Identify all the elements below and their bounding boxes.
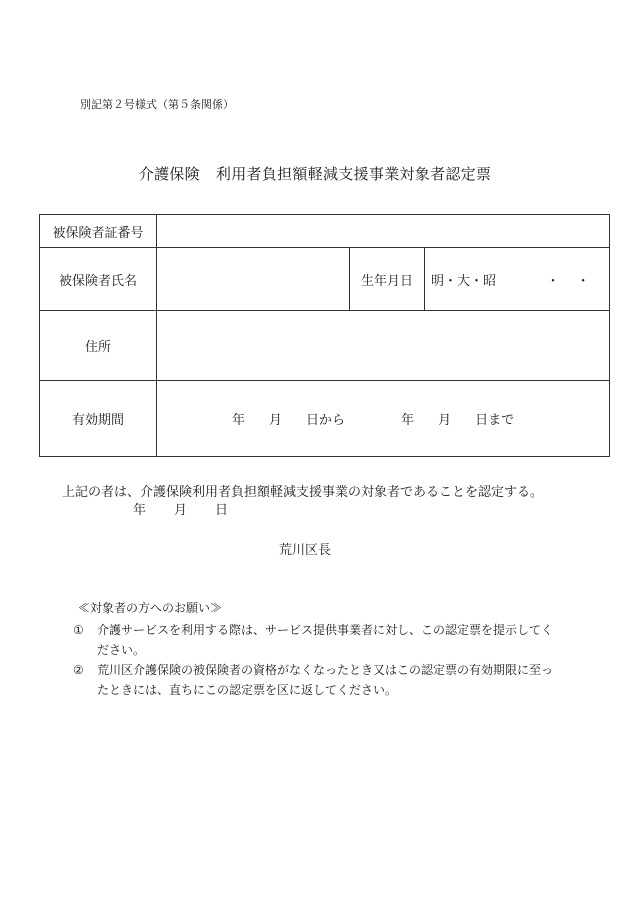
dob-label: 生年月日 bbox=[350, 248, 425, 311]
dob-field[interactable] bbox=[425, 248, 610, 311]
notice-item bbox=[73, 620, 563, 660]
row-valid-period bbox=[40, 381, 610, 457]
insured-number-label: 被保険者証番号 bbox=[40, 215, 157, 248]
notice-item-number: ① bbox=[73, 623, 84, 637]
period-start-month: 月 bbox=[269, 413, 283, 428]
period-end-day: 日まで bbox=[475, 413, 515, 428]
notice-list bbox=[73, 620, 563, 700]
address-field[interactable] bbox=[157, 311, 610, 381]
date-month: 月 bbox=[174, 503, 188, 518]
dob-era-options: 明・大・昭 bbox=[431, 273, 497, 289]
row-insured-name bbox=[40, 248, 610, 311]
notice-item-text: 介護サービスを利用する際は、サービス提供事業者に対し、この認定票を提示してください。 bbox=[97, 623, 554, 657]
form-reference: 別記第２号様式（第５条関係） bbox=[80, 98, 234, 111]
period-start-year: 年 bbox=[232, 413, 246, 428]
date-day: 日 bbox=[215, 503, 229, 518]
certification-statement: 上記の者は、介護保険利用者負担額軽減支援事業の対象者であることを認定する。 bbox=[62, 485, 544, 500]
period-start-day: 日から bbox=[306, 413, 346, 428]
date-year: 年 bbox=[133, 503, 147, 518]
notice-item-text: 荒川区介護保険の被保険者の資格がなくなったとき又はこの認定票の有効期限に至ったときには、直ちにこの認定票を区に返してください。 bbox=[97, 663, 554, 697]
row-insured-number bbox=[40, 215, 610, 248]
title-part-2: 利用者負担額軽減支援事業対象者認定票 bbox=[215, 165, 492, 183]
insured-name-field[interactable] bbox=[157, 248, 350, 311]
dob-separator-2: ・ bbox=[576, 273, 590, 289]
insured-number-field[interactable] bbox=[157, 215, 610, 248]
notice-heading: ≪対象者の方へのお願い≫ bbox=[78, 601, 223, 615]
insured-name-label: 被保険者氏名 bbox=[40, 248, 157, 311]
notice-item bbox=[73, 660, 563, 700]
valid-period-field[interactable] bbox=[157, 381, 610, 457]
notice-item-number: ② bbox=[73, 663, 84, 677]
row-address bbox=[40, 311, 610, 381]
period-end-year: 年 bbox=[401, 413, 415, 428]
address-label: 住所 bbox=[40, 311, 157, 381]
certificate-table bbox=[39, 214, 610, 457]
title-part-1: 介護保険 bbox=[138, 165, 200, 183]
period-end-month: 月 bbox=[438, 413, 452, 428]
issuer-name: 荒川区長 bbox=[278, 543, 331, 558]
document-title bbox=[0, 163, 630, 184]
certification-date bbox=[133, 499, 228, 518]
dob-separator-1: ・ bbox=[546, 273, 560, 289]
valid-period-label: 有効期間 bbox=[40, 381, 157, 457]
